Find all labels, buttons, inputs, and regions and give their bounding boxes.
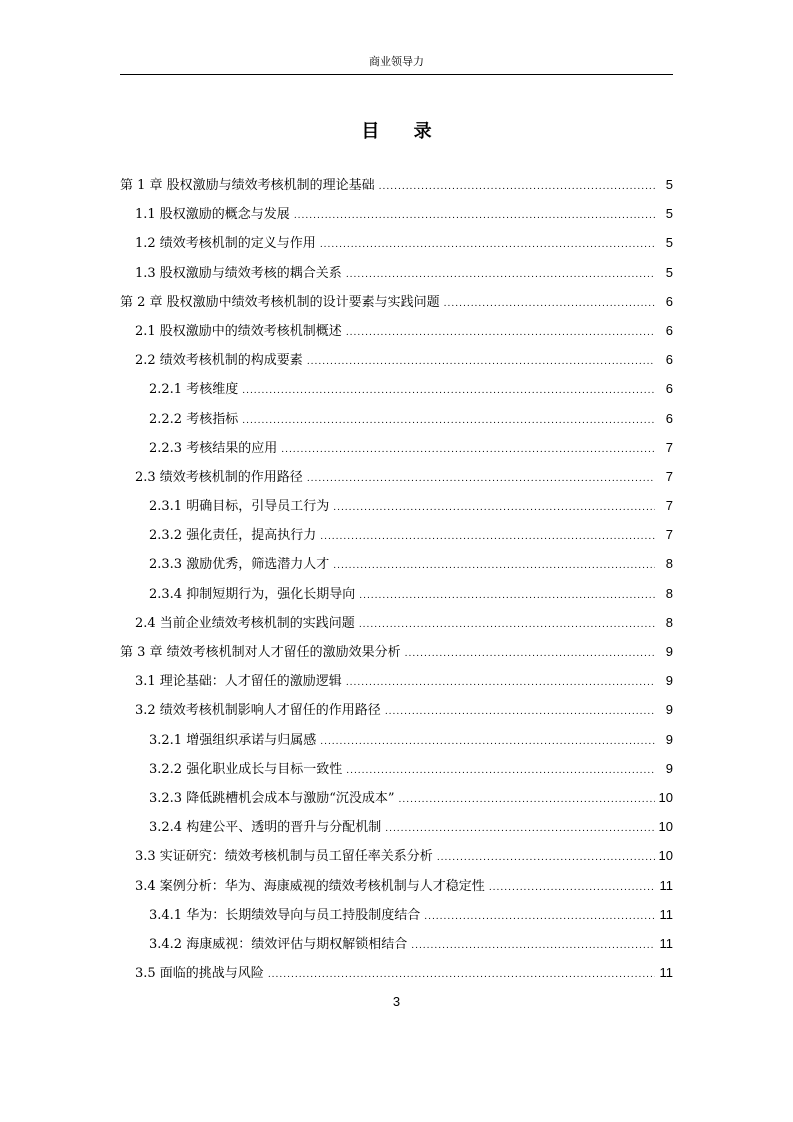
toc-leader-dots [346,673,655,693]
toc-leader-dots [268,965,655,985]
toc-leader-dots [294,206,655,226]
toc-entry-page: 11 [659,906,673,922]
toc-entry-text: 3.2 绩效考核机制影响人才留任的作用路径 [135,703,381,719]
toc-entry-page: 6 [665,352,673,368]
toc-entry-text: 1.1 股权激励的概念与发展 [135,207,290,223]
toc-entry[interactable] [120,204,673,233]
toc-entry-text: 3.2.4 构建公平、透明的晋升与分配机制 [149,820,382,836]
toc-entry[interactable] [120,963,673,992]
toc-entry-text: 3.4.2 海康威视：绩效评估与期权解锁相结合 [149,936,408,952]
toc-entry-page: 5 [665,177,673,192]
toc-entry-text: 3.1 理论基础：人才留任的激励逻辑 [135,674,342,690]
toc-entry-text: 2.3.4 抑制短期行为，强化长期导向 [149,586,356,602]
toc-entry[interactable] [120,642,673,671]
toc-entry-text: 3.2.1 增强组织承诺与归属感 [149,732,317,748]
toc-entry-text: 第 2 章 股权激励中绩效考核机制的设计要素与实践问题 [120,294,440,310]
toc-entry-page: 9 [665,644,673,659]
toc-entry-text: 3.4 案例分析：华为、海康威视的绩效考核机制与人才稳定性 [135,878,485,894]
toc-entry-text: 1.3 股权激励与绩效考核的耦合关系 [135,265,342,281]
toc-leader-dots [379,177,655,197]
toc-entry-page: 6 [665,381,673,397]
toc-entry-page: 6 [665,293,673,309]
toc-entry-text: 2.3.2 强化责任，提高执行力 [149,528,317,544]
toc-entry-page: 6 [665,410,673,426]
toc-entry[interactable] [120,409,673,438]
toc-leader-dots [333,498,655,518]
toc-entry[interactable] [120,905,673,934]
toc-entry-text: 2.2.3 考核结果的应用 [149,440,278,456]
toc-entry-text: 2.4 当前企业绩效考核机制的实践问题 [135,615,355,631]
running-header [120,54,673,75]
toc-leader-dots [320,235,655,255]
toc-entry-page: 9 [665,702,673,718]
toc-leader-dots [307,469,655,489]
toc-entry-text: 第 3 章 绩效考核机制对人才留任的激励效果分析 [120,645,401,660]
toc-entry[interactable] [120,379,673,408]
toc-leader-dots [281,440,655,460]
toc-entry-page: 8 [665,556,673,572]
toc-entry-text: 1.2 绩效考核机制的定义与作用 [135,236,316,252]
toc-entry[interactable] [120,350,673,379]
toc-entry[interactable] [120,671,673,700]
toc-entry[interactable] [120,292,673,321]
toc-leader-dots [242,411,655,431]
toc-entry-page: 9 [665,731,673,747]
toc-entry-text: 3.3 实证研究：绩效考核机制与员工留任率关系分析 [135,849,433,865]
toc-entry[interactable] [120,934,673,963]
toc-leader-dots [242,381,655,401]
toc-entry[interactable] [120,467,673,496]
toc-entry-text: 3.5 面临的挑战与风险 [135,966,264,982]
toc-entry-page: 8 [665,585,673,601]
toc-entry[interactable] [120,496,673,525]
toc-entry[interactable] [120,525,673,554]
toc-leader-dots [444,294,655,314]
toc-entry[interactable] [120,438,673,467]
toc-entry-page: 11 [659,965,673,981]
toc-entry[interactable] [120,817,673,846]
toc-entry-page: 5 [665,235,673,251]
toc-entry-text: 3.4.1 华为：长期绩效导向与员工持股制度结合 [149,907,421,923]
toc-entry[interactable] [120,876,673,905]
toc-entry-page: 9 [665,760,673,776]
toc-entry-page: 8 [665,614,673,630]
toc-entry-page: 10 [658,819,673,835]
toc-leader-dots [320,732,655,752]
toc-entry[interactable] [120,700,673,729]
toc-entry[interactable] [120,554,673,583]
toc-entry-text: 2.1 股权激励中的绩效考核机制概述 [135,323,342,339]
toc-leader-dots [424,907,655,927]
toc-entry-page: 5 [665,206,673,222]
table-of-contents [120,175,673,992]
toc-entry[interactable] [120,613,673,642]
toc-entry-page: 7 [665,498,673,514]
toc-entry-page: 10 [658,789,673,805]
toc-entry-page: 7 [665,527,673,543]
toc-title: 目 录 [361,121,446,142]
toc-entry[interactable] [120,175,673,204]
toc-entry-page: 5 [665,264,673,280]
toc-entry-page: 10 [658,848,673,864]
toc-entry-text: 2.2.2 考核指标 [149,411,239,427]
toc-entry-page: 11 [659,877,673,893]
running-header-title: 商业领导力 [369,55,424,68]
toc-entry-text: 3.2.2 强化职业成长与目标一致性 [149,761,343,777]
toc-leader-dots [359,615,655,635]
toc-entry-page: 7 [665,439,673,455]
toc-entry[interactable] [120,584,673,613]
toc-entry[interactable] [120,759,673,788]
toc-entry-page: 9 [665,673,673,689]
toc-leader-dots [489,878,655,898]
toc-entry[interactable] [120,788,673,817]
page-number: 3 [392,994,401,1009]
toc-entry[interactable] [120,730,673,759]
toc-leader-dots [320,527,655,547]
toc-leader-dots [307,352,655,372]
toc-leader-dots [346,265,655,285]
toc-entry[interactable] [120,321,673,350]
toc-entry-text: 2.3 绩效考核机制的作用路径 [135,469,303,485]
toc-leader-dots [411,936,655,956]
toc-leader-dots [385,702,655,722]
toc-entry[interactable] [120,233,673,262]
toc-entry-page: 7 [665,468,673,484]
toc-entry-page: 6 [665,322,673,338]
toc-leader-dots [385,819,654,839]
toc-entry-text: 2.3.3 激励优秀，筛选潜力人才 [149,557,330,573]
toc-leader-dots [405,644,655,664]
toc-entry-text: 2.2.1 考核维度 [149,382,239,398]
toc-entry-text: 2.2 绩效考核机制的构成要素 [135,353,303,369]
toc-leader-dots [437,848,655,868]
toc-entry[interactable] [120,846,673,875]
toc-leader-dots [346,323,655,343]
toc-leader-dots [333,556,655,576]
toc-entry[interactable] [120,263,673,292]
toc-leader-dots [346,761,655,781]
toc-entry-text: 2.3.1 明确目标，引导员工行为 [149,499,330,515]
toc-leader-dots [399,790,655,810]
toc-entry-text: 3.2.3 降低跳槽机会成本与激励“沉没成本” [149,790,395,806]
toc-entry-page: 11 [659,935,673,951]
toc-leader-dots [359,586,655,606]
toc-entry-text: 第 1 章 股权激励与绩效考核机制的理论基础 [120,178,375,193]
